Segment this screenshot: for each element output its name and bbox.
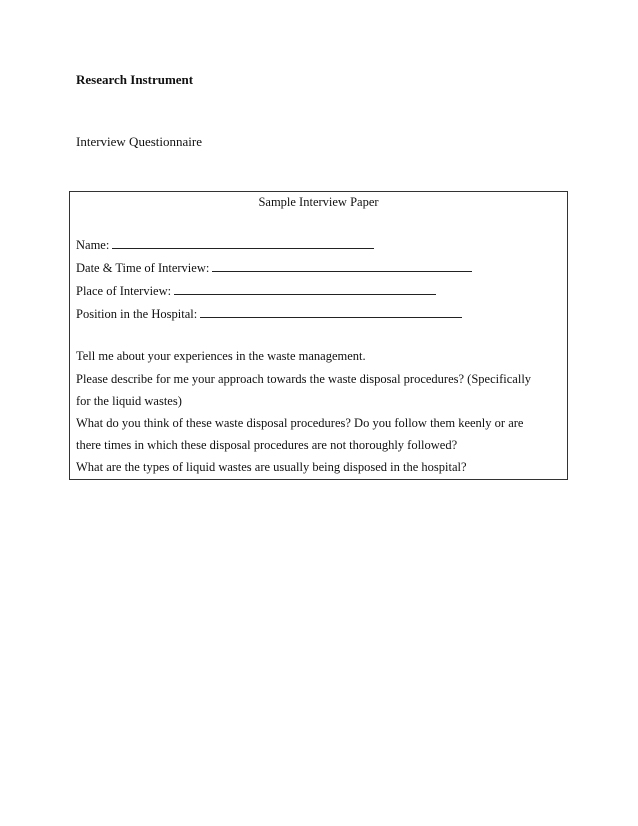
form-title: Sample Interview Paper [258, 195, 379, 209]
field-position-label: Position in the Hospital: [76, 307, 198, 321]
question-line: What are the types of liquid wastes are usually being disposed in the hospital? [76, 460, 467, 474]
field-position-blank[interactable] [200, 307, 462, 318]
question-line: Please describe for me your approach towards the waste disposal procedures? (Specifically [76, 372, 532, 386]
field-date-time-label: Date & Time of Interview: [76, 261, 210, 275]
field-position [76, 307, 462, 322]
field-name-label: Name: [76, 238, 110, 252]
question-line: What do you think of these waste disposal procedures? Do you follow them keenly or are [76, 416, 524, 430]
question-line: there times in which these disposal procedures are not thoroughly followed? [76, 438, 458, 452]
field-name-blank[interactable] [112, 238, 374, 249]
field-name [76, 238, 374, 253]
field-date-time [76, 261, 472, 276]
field-date-time-blank[interactable] [212, 261, 472, 272]
question-line: for the liquid wastes) [76, 394, 182, 408]
interview-form-box [69, 191, 568, 480]
question-line: Tell me about your experiences in the waste management. [76, 349, 366, 363]
field-place-label: Place of Interview: [76, 284, 172, 298]
field-place-blank[interactable] [174, 284, 436, 295]
field-place [76, 284, 436, 299]
document-heading: Research Instrument [76, 72, 194, 87]
document-subheading: Interview Questionnaire [76, 134, 202, 149]
